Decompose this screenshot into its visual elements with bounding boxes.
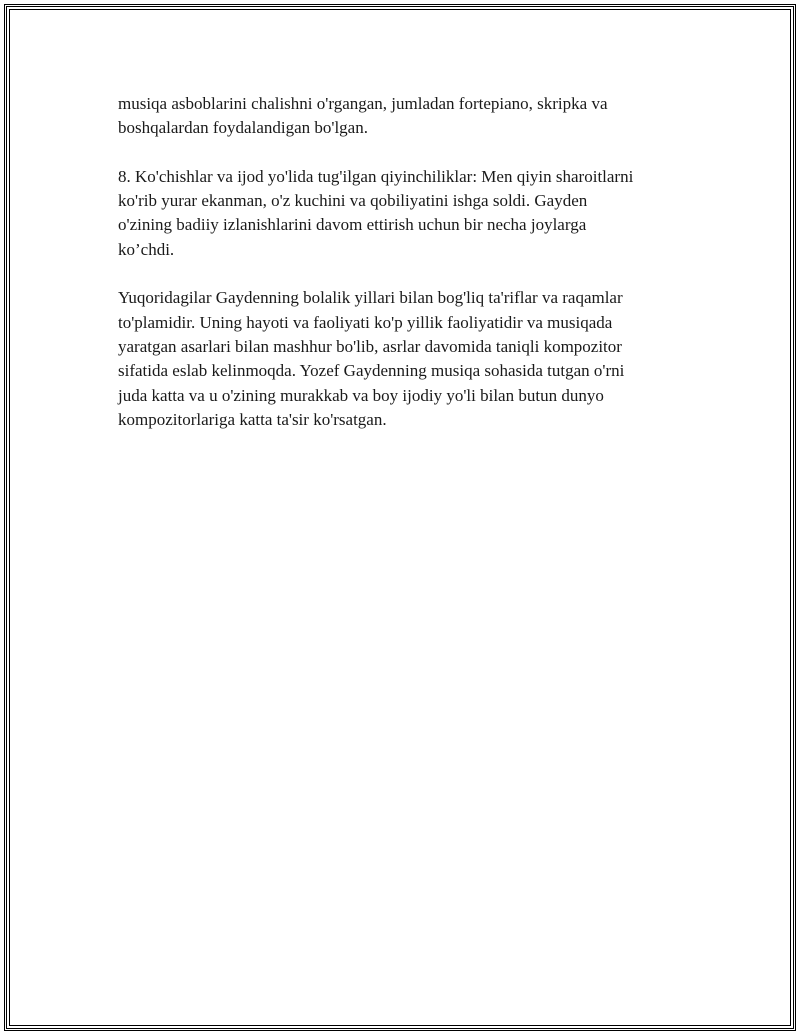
text-line: juda katta va u o'zining murakkab va boy ijodiy yo'li bilan butun dunyo (118, 385, 604, 405)
text-line: yaratgan asarlari bilan mashhur bo'lib, asrlar davomida taniqli kompozitor (118, 336, 622, 356)
text-line: 8. Ko'chishlar va ijod yo'lida tug'ilgan qiyinchiliklar: Men qiyin sharoitlarni (118, 166, 634, 186)
text-line: o'zining badiiy izlanishlarini davom ettirish uchun bir necha joylarga (118, 215, 587, 235)
text-line: to'plamidir. Uning hayoti va faoliyati ko'p yillik faoliyatidir va musiqada (118, 312, 613, 332)
text-line: musiqa asboblarini chalishni o'rgangan, jumladan fortepiano, skripka va (118, 94, 608, 113)
paragraph-summary (118, 286, 688, 432)
paragraph-continuation (118, 92, 688, 141)
paragraph-item-8 (118, 165, 688, 262)
text-line: sifatida eslab kelinmoqda. Yozef Gaydenning musiqa sohasida tutgan o'rni (118, 361, 625, 381)
text-line: boshqalardan foydalandigan bo'lgan. (118, 118, 368, 138)
document-body (118, 92, 688, 456)
text-line: ko'rib yurar ekanman, o'z kuchini va qobiliyatini ishga soldi. Gayden (118, 191, 588, 211)
text-line: ko’chdi. (118, 239, 175, 259)
text-line: kompozitorlariga katta ta'sir ko'rsatgan. (118, 409, 387, 429)
text-line: Yuqoridagilar Gaydenning bolalik yillari bilan bog'liq ta'riflar va raqamlar (118, 288, 623, 308)
